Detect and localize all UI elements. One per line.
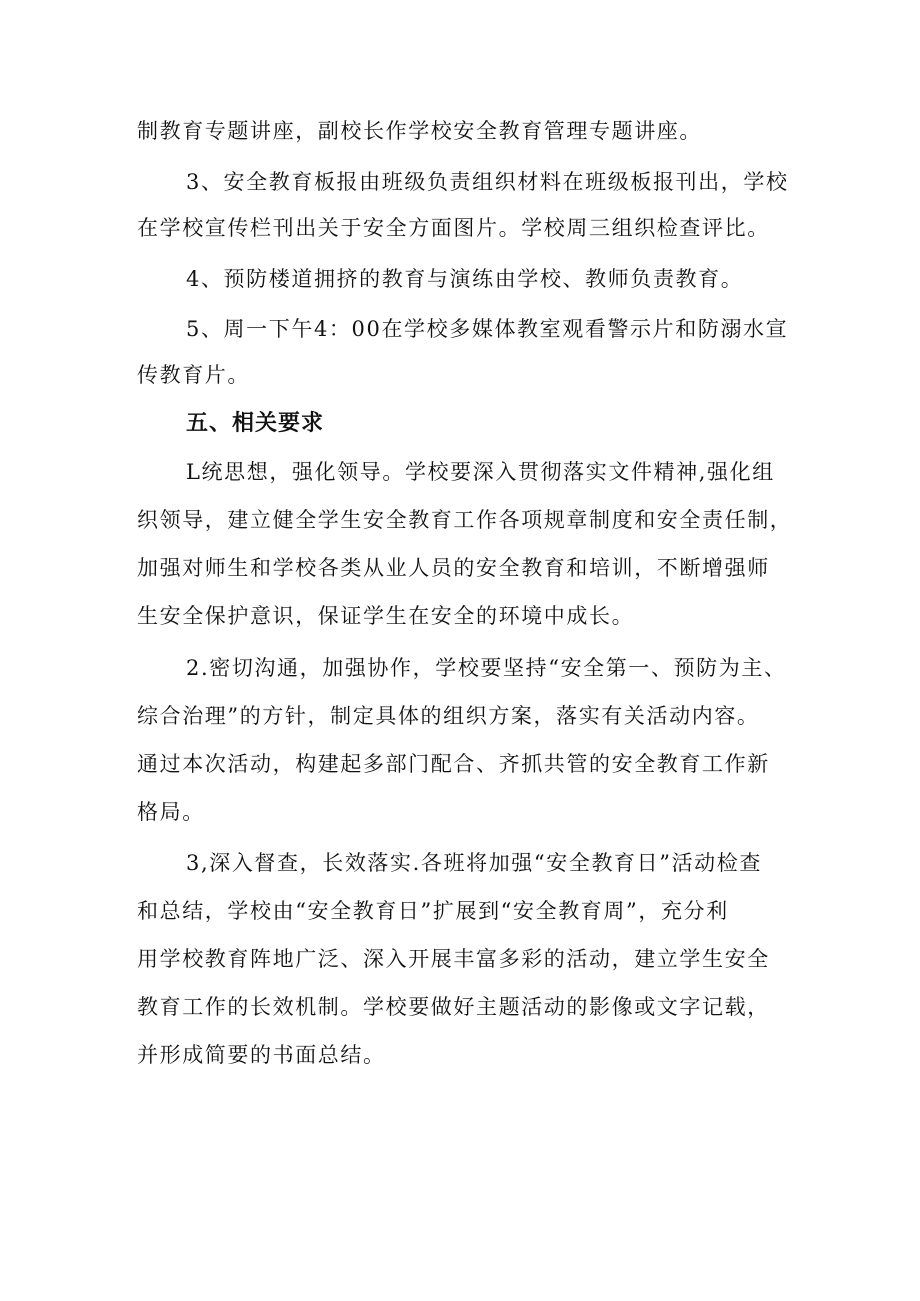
item-5-line-1: 5、周一下午4：00在学校多媒体教室观看警示片和防溺水宣	[186, 317, 789, 341]
requirement-2-line-1: 2.密切沟通，加强协作，学校要坚持“安全第一、预防为主、	[186, 656, 787, 680]
item-3-line-2: 在学校宣传栏刊出关于安全方面图片。学校周三组织检查评比。	[137, 216, 770, 240]
requirement-2-line-2: 综合治理”的方针，制定具体的组织方案，落实有关活动内容。	[137, 704, 760, 728]
requirement-3-line-4: 教育工作的长效机制。学校要做好主题活动的影像或文字记载，	[137, 995, 770, 1019]
requirement-2-line-4: 格局。	[137, 800, 205, 824]
requirement-1-line-4: 生安全保护意识，保证学生在安全的环境中成长。	[137, 604, 635, 628]
requirement-1-line-3: 加强对师生和学校各类从业人员的安全教育和培训，不断增强师	[137, 556, 770, 580]
requirement-1-line-2: 织领导，建立健全学生安全教育工作各项规章制度和安全责任制，	[137, 508, 793, 532]
item-5-line-2: 传教育片。	[137, 363, 250, 387]
item-4-line-1: 4、预防楼道拥挤的教育与演练由学校、教师负责教育。	[186, 267, 744, 291]
section-heading: 五、相关要求	[186, 411, 325, 436]
requirement-2-line-3: 通过本次活动，构建起多部门配合、齐抓共管的安全教育工作新	[137, 752, 770, 776]
requirement-3-line-3: 用学校教育阵地广泛、深入开展丰富多彩的活动，建立学生安全	[137, 947, 770, 971]
item-3-line-1: 3、安全教育板报由班级负责组织材料在班级板报刊出，学校	[186, 170, 789, 194]
requirement-3-line-2: 和总结，学校由“安全教育日”扩展到“安全教育周”，充分利	[137, 899, 729, 923]
continuation-line: 制教育专题讲座，副校长作学校安全教育管理专题讲座。	[137, 119, 702, 143]
requirement-3-line-1: 3,深入督查，长效落实.各班将加强“安全教育日”活动检查	[186, 851, 762, 875]
requirement-3-line-5: 并形成简要的书面总结。	[137, 1043, 386, 1067]
requirement-1-line-1: L统思想，强化领导。学校要深入贯彻落实文件精神,强化组	[186, 460, 775, 484]
